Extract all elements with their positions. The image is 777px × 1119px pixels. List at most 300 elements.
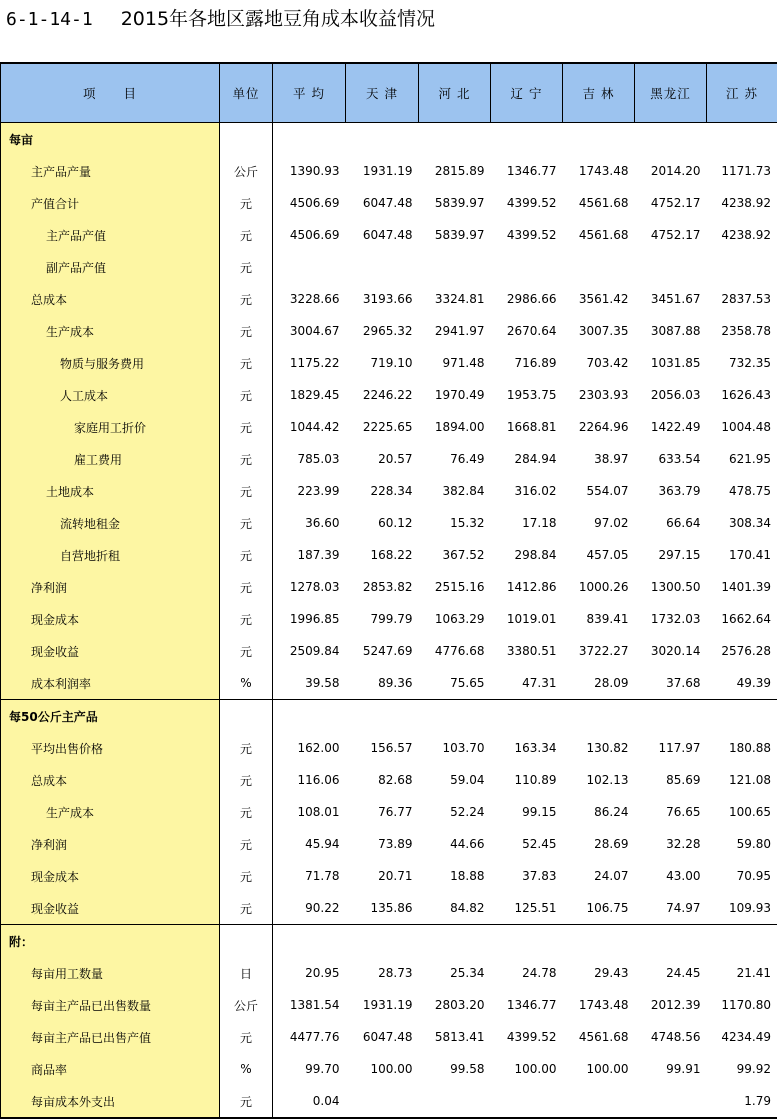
table-row: [1, 155, 777, 187]
value-cell: 3722.27: [563, 635, 635, 667]
value-cell: 363.79: [635, 475, 707, 507]
value-cell: 187.39: [273, 539, 346, 571]
value-cell: 2837.53: [707, 283, 777, 315]
row-label: 主产品产量: [1, 155, 220, 187]
row-unit: %: [220, 667, 273, 700]
value-cell: 4561.68: [563, 187, 635, 219]
value-cell: 5247.69: [346, 635, 419, 667]
value-cell: 76.49: [419, 443, 491, 475]
value-cell: [707, 700, 777, 733]
value-cell: 1031.85: [635, 347, 707, 379]
row-label: 家庭用工折价: [1, 411, 220, 443]
row-unit: 公斤: [220, 155, 273, 187]
value-cell: 308.34: [707, 507, 777, 539]
value-cell: 162.00: [273, 732, 346, 764]
value-cell: 4506.69: [273, 187, 346, 219]
value-cell: 5813.41: [419, 1021, 491, 1053]
table-code: 6-1-14-1: [6, 9, 93, 30]
value-cell: 4748.56: [635, 1021, 707, 1053]
value-cell: 47.31: [491, 667, 563, 700]
value-cell: 4238.92: [707, 187, 777, 219]
value-cell: 49.39: [707, 667, 777, 700]
value-cell: 37.68: [635, 667, 707, 700]
value-cell: 1170.80: [707, 989, 777, 1021]
value-cell: [635, 1085, 707, 1118]
value-cell: 4506.69: [273, 219, 346, 251]
row-unit: 元: [220, 507, 273, 539]
table-row: [1, 507, 777, 539]
row-unit: 元: [220, 860, 273, 892]
value-cell: 2803.20: [419, 989, 491, 1021]
page-title: [6, 4, 435, 34]
value-cell: 2965.32: [346, 315, 419, 347]
value-cell: 1970.49: [419, 379, 491, 411]
value-cell: [346, 1085, 419, 1118]
row-label: 净利润: [1, 828, 220, 860]
value-cell: 97.02: [563, 507, 635, 539]
value-cell: 110.89: [491, 764, 563, 796]
value-cell: 20.95: [273, 957, 346, 989]
value-cell: 4776.68: [419, 635, 491, 667]
value-cell: 4561.68: [563, 1021, 635, 1053]
value-cell: 130.82: [563, 732, 635, 764]
value-cell: 71.78: [273, 860, 346, 892]
value-cell: 125.51: [491, 892, 563, 925]
value-cell: 99.92: [707, 1053, 777, 1085]
header-heilongjiang: 黑龙江: [635, 63, 707, 123]
value-cell: 554.07: [563, 475, 635, 507]
row-unit: 元: [220, 219, 273, 251]
value-cell: 1829.45: [273, 379, 346, 411]
value-cell: 170.41: [707, 539, 777, 571]
table-row: [1, 1021, 777, 1053]
row-label: 现金成本: [1, 860, 220, 892]
value-cell: 3007.35: [563, 315, 635, 347]
row-label: 总成本: [1, 283, 220, 315]
value-cell: [491, 123, 563, 156]
table-row: [1, 860, 777, 892]
value-cell: [563, 925, 635, 958]
value-cell: 52.24: [419, 796, 491, 828]
value-cell: 799.79: [346, 603, 419, 635]
value-cell: [635, 251, 707, 283]
value-cell: 156.57: [346, 732, 419, 764]
value-cell: [273, 925, 346, 958]
value-cell: [419, 1085, 491, 1118]
row-label: 产值合计: [1, 187, 220, 219]
row-label: 现金成本: [1, 603, 220, 635]
header-tianjin: 天 津: [346, 63, 419, 123]
value-cell: 971.48: [419, 347, 491, 379]
row-unit: 公斤: [220, 989, 273, 1021]
value-cell: 2264.96: [563, 411, 635, 443]
value-cell: 3193.66: [346, 283, 419, 315]
value-cell: 117.97: [635, 732, 707, 764]
section-row: [1, 700, 777, 733]
row-unit: 元: [220, 251, 273, 283]
value-cell: 6047.48: [346, 187, 419, 219]
value-cell: 24.07: [563, 860, 635, 892]
table-row: [1, 796, 777, 828]
value-cell: 4399.52: [491, 187, 563, 219]
row-label: 每亩成本外支出: [1, 1085, 220, 1118]
row-unit: 元: [220, 187, 273, 219]
value-cell: 839.41: [563, 603, 635, 635]
value-cell: 3020.14: [635, 635, 707, 667]
row-unit: 元: [220, 1085, 273, 1118]
row-label: 生产成本: [1, 796, 220, 828]
value-cell: 99.91: [635, 1053, 707, 1085]
value-cell: [707, 925, 777, 958]
value-cell: [563, 700, 635, 733]
value-cell: 21.41: [707, 957, 777, 989]
value-cell: 84.82: [419, 892, 491, 925]
value-cell: [563, 1085, 635, 1118]
row-label: 流转地租金: [1, 507, 220, 539]
value-cell: 223.99: [273, 475, 346, 507]
cost-benefit-table: [0, 62, 777, 1119]
value-cell: 3561.42: [563, 283, 635, 315]
row-label: 总成本: [1, 764, 220, 796]
value-cell: 15.32: [419, 507, 491, 539]
row-label: 物质与服务费用: [1, 347, 220, 379]
value-cell: 703.42: [563, 347, 635, 379]
value-cell: 367.52: [419, 539, 491, 571]
row-label: 平均出售价格: [1, 732, 220, 764]
value-cell: 4238.92: [707, 219, 777, 251]
table-row: [1, 251, 777, 283]
value-cell: 163.34: [491, 732, 563, 764]
table-row: [1, 1085, 777, 1118]
value-cell: 103.70: [419, 732, 491, 764]
value-cell: 76.65: [635, 796, 707, 828]
section-label: 附：: [1, 925, 220, 958]
value-cell: 116.06: [273, 764, 346, 796]
value-cell: 17.18: [491, 507, 563, 539]
value-cell: 76.77: [346, 796, 419, 828]
row-unit: 元: [220, 443, 273, 475]
value-cell: [419, 251, 491, 283]
value-cell: 2509.84: [273, 635, 346, 667]
value-cell: 1346.77: [491, 989, 563, 1021]
value-cell: [491, 251, 563, 283]
value-cell: 2225.65: [346, 411, 419, 443]
value-cell: 43.00: [635, 860, 707, 892]
row-unit: 元: [220, 347, 273, 379]
value-cell: [273, 251, 346, 283]
value-cell: 25.34: [419, 957, 491, 989]
value-cell: 1346.77: [491, 155, 563, 187]
value-cell: 1.79: [707, 1085, 777, 1118]
table-row: [1, 347, 777, 379]
value-cell: 5839.97: [419, 219, 491, 251]
value-cell: 2670.64: [491, 315, 563, 347]
value-cell: 1278.03: [273, 571, 346, 603]
value-cell: 109.93: [707, 892, 777, 925]
value-cell: 2515.16: [419, 571, 491, 603]
value-cell: 2014.20: [635, 155, 707, 187]
value-cell: 82.68: [346, 764, 419, 796]
row-label: 主产品产值: [1, 219, 220, 251]
value-cell: 3451.67: [635, 283, 707, 315]
value-cell: 106.75: [563, 892, 635, 925]
value-cell: [273, 700, 346, 733]
value-cell: [346, 251, 419, 283]
value-cell: 1000.26: [563, 571, 635, 603]
header-hebei: 河 北: [419, 63, 491, 123]
value-cell: 478.75: [707, 475, 777, 507]
header-row: [1, 63, 777, 123]
value-cell: [346, 700, 419, 733]
value-cell: 99.58: [419, 1053, 491, 1085]
value-cell: 4752.17: [635, 219, 707, 251]
table-row: [1, 539, 777, 571]
value-cell: 1743.48: [563, 155, 635, 187]
table-row: [1, 283, 777, 315]
row-unit: 元: [220, 315, 273, 347]
value-cell: 59.80: [707, 828, 777, 860]
value-cell: 1004.48: [707, 411, 777, 443]
row-unit: [220, 700, 273, 733]
value-cell: 28.09: [563, 667, 635, 700]
value-cell: 73.89: [346, 828, 419, 860]
value-cell: 2303.93: [563, 379, 635, 411]
value-cell: 24.78: [491, 957, 563, 989]
value-cell: 102.13: [563, 764, 635, 796]
row-unit: 元: [220, 828, 273, 860]
value-cell: 20.71: [346, 860, 419, 892]
value-cell: 100.65: [707, 796, 777, 828]
value-cell: 4752.17: [635, 187, 707, 219]
value-cell: 1894.00: [419, 411, 491, 443]
row-label: 雇工费用: [1, 443, 220, 475]
table-row: [1, 957, 777, 989]
value-cell: [635, 925, 707, 958]
value-cell: [491, 1085, 563, 1118]
value-cell: 3087.88: [635, 315, 707, 347]
value-cell: [346, 123, 419, 156]
value-cell: 28.69: [563, 828, 635, 860]
row-label: 现金收益: [1, 892, 220, 925]
row-label: 成本利润率: [1, 667, 220, 700]
value-cell: 1626.43: [707, 379, 777, 411]
row-label: 每亩用工数量: [1, 957, 220, 989]
row-label: 每亩主产品已出售产值: [1, 1021, 220, 1053]
value-cell: 2576.28: [707, 635, 777, 667]
table-row: [1, 475, 777, 507]
table-row: [1, 667, 777, 700]
value-cell: 100.00: [491, 1053, 563, 1085]
table-row: [1, 732, 777, 764]
value-cell: 719.10: [346, 347, 419, 379]
value-cell: [491, 925, 563, 958]
value-cell: 1044.42: [273, 411, 346, 443]
table-row: [1, 603, 777, 635]
value-cell: 2246.22: [346, 379, 419, 411]
table-row: [1, 411, 777, 443]
row-unit: 日: [220, 957, 273, 989]
value-cell: 75.65: [419, 667, 491, 700]
value-cell: 108.01: [273, 796, 346, 828]
value-cell: 2815.89: [419, 155, 491, 187]
header-jiangsu: 江 苏: [707, 63, 777, 123]
row-label: 土地成本: [1, 475, 220, 507]
value-cell: 29.43: [563, 957, 635, 989]
value-cell: 2358.78: [707, 315, 777, 347]
value-cell: [707, 251, 777, 283]
row-label: 副产品产值: [1, 251, 220, 283]
value-cell: 1422.49: [635, 411, 707, 443]
value-cell: 2941.97: [419, 315, 491, 347]
header-item: 项 目: [1, 63, 220, 123]
value-cell: 20.57: [346, 443, 419, 475]
value-cell: 297.15: [635, 539, 707, 571]
value-cell: [635, 700, 707, 733]
value-cell: 284.94: [491, 443, 563, 475]
row-unit: 元: [220, 635, 273, 667]
row-label: 净利润: [1, 571, 220, 603]
value-cell: [635, 123, 707, 156]
header-jilin: 吉 林: [563, 63, 635, 123]
value-cell: [346, 925, 419, 958]
value-cell: 99.70: [273, 1053, 346, 1085]
value-cell: 1931.19: [346, 989, 419, 1021]
value-cell: 4399.52: [491, 219, 563, 251]
value-cell: 2986.66: [491, 283, 563, 315]
value-cell: 1175.22: [273, 347, 346, 379]
value-cell: 3004.67: [273, 315, 346, 347]
value-cell: 44.66: [419, 828, 491, 860]
value-cell: 32.28: [635, 828, 707, 860]
table-row: [1, 989, 777, 1021]
value-cell: 121.08: [707, 764, 777, 796]
row-label: 人工成本: [1, 379, 220, 411]
value-cell: 66.64: [635, 507, 707, 539]
section-row: [1, 123, 777, 156]
value-cell: 716.89: [491, 347, 563, 379]
row-unit: %: [220, 1053, 273, 1085]
row-label: 每亩主产品已出售数量: [1, 989, 220, 1021]
value-cell: 74.97: [635, 892, 707, 925]
value-cell: 785.03: [273, 443, 346, 475]
value-cell: 2056.03: [635, 379, 707, 411]
value-cell: 2012.39: [635, 989, 707, 1021]
value-cell: 1063.29: [419, 603, 491, 635]
value-cell: 24.45: [635, 957, 707, 989]
table-title: 2015年各地区露地豆角成本收益情况: [121, 8, 435, 30]
value-cell: 1743.48: [563, 989, 635, 1021]
value-cell: 45.94: [273, 828, 346, 860]
table-row: [1, 635, 777, 667]
header-liaoning: 辽 宁: [491, 63, 563, 123]
section-row: [1, 925, 777, 958]
value-cell: 39.58: [273, 667, 346, 700]
value-cell: 5839.97: [419, 187, 491, 219]
row-unit: 元: [220, 571, 273, 603]
value-cell: 4234.49: [707, 1021, 777, 1053]
value-cell: 85.69: [635, 764, 707, 796]
value-cell: 18.88: [419, 860, 491, 892]
value-cell: 0.04: [273, 1085, 346, 1118]
row-unit: 元: [220, 796, 273, 828]
value-cell: 37.83: [491, 860, 563, 892]
value-cell: 4399.52: [491, 1021, 563, 1053]
row-unit: 元: [220, 764, 273, 796]
value-cell: 1662.64: [707, 603, 777, 635]
value-cell: 1996.85: [273, 603, 346, 635]
value-cell: 3228.66: [273, 283, 346, 315]
value-cell: [419, 700, 491, 733]
table-row: [1, 315, 777, 347]
value-cell: 1300.50: [635, 571, 707, 603]
row-unit: [220, 123, 273, 156]
row-unit: 元: [220, 1021, 273, 1053]
value-cell: 732.35: [707, 347, 777, 379]
row-label: 生产成本: [1, 315, 220, 347]
row-unit: 元: [220, 539, 273, 571]
value-cell: 621.95: [707, 443, 777, 475]
value-cell: [273, 123, 346, 156]
value-cell: 36.60: [273, 507, 346, 539]
section-label: 每亩: [1, 123, 220, 156]
value-cell: 1732.03: [635, 603, 707, 635]
row-label: 现金收益: [1, 635, 220, 667]
value-cell: [419, 925, 491, 958]
row-unit: 元: [220, 475, 273, 507]
value-cell: 100.00: [563, 1053, 635, 1085]
value-cell: 457.05: [563, 539, 635, 571]
row-unit: 元: [220, 379, 273, 411]
row-unit: 元: [220, 732, 273, 764]
table-body: [1, 123, 777, 1119]
row-unit: 元: [220, 283, 273, 315]
table-row: [1, 828, 777, 860]
value-cell: [563, 251, 635, 283]
row-unit: 元: [220, 411, 273, 443]
value-cell: 1401.39: [707, 571, 777, 603]
table-row: [1, 892, 777, 925]
value-cell: 6047.48: [346, 219, 419, 251]
value-cell: 2853.82: [346, 571, 419, 603]
value-cell: 1381.54: [273, 989, 346, 1021]
value-cell: 298.84: [491, 539, 563, 571]
value-cell: 316.02: [491, 475, 563, 507]
table-row: [1, 764, 777, 796]
value-cell: 1931.19: [346, 155, 419, 187]
value-cell: [563, 123, 635, 156]
value-cell: 135.86: [346, 892, 419, 925]
value-cell: [707, 123, 777, 156]
row-unit: 元: [220, 603, 273, 635]
row-unit: 元: [220, 892, 273, 925]
table-row: [1, 187, 777, 219]
value-cell: 6047.48: [346, 1021, 419, 1053]
header-average: 平 均: [273, 63, 346, 123]
value-cell: 180.88: [707, 732, 777, 764]
value-cell: 1390.93: [273, 155, 346, 187]
row-label: 商品率: [1, 1053, 220, 1085]
table-row: [1, 443, 777, 475]
value-cell: 90.22: [273, 892, 346, 925]
table-row: [1, 219, 777, 251]
header-unit: 单位: [220, 63, 273, 123]
value-cell: [419, 123, 491, 156]
table-row: [1, 379, 777, 411]
table-row: [1, 571, 777, 603]
value-cell: 1668.81: [491, 411, 563, 443]
row-unit: [220, 925, 273, 958]
value-cell: 1953.75: [491, 379, 563, 411]
